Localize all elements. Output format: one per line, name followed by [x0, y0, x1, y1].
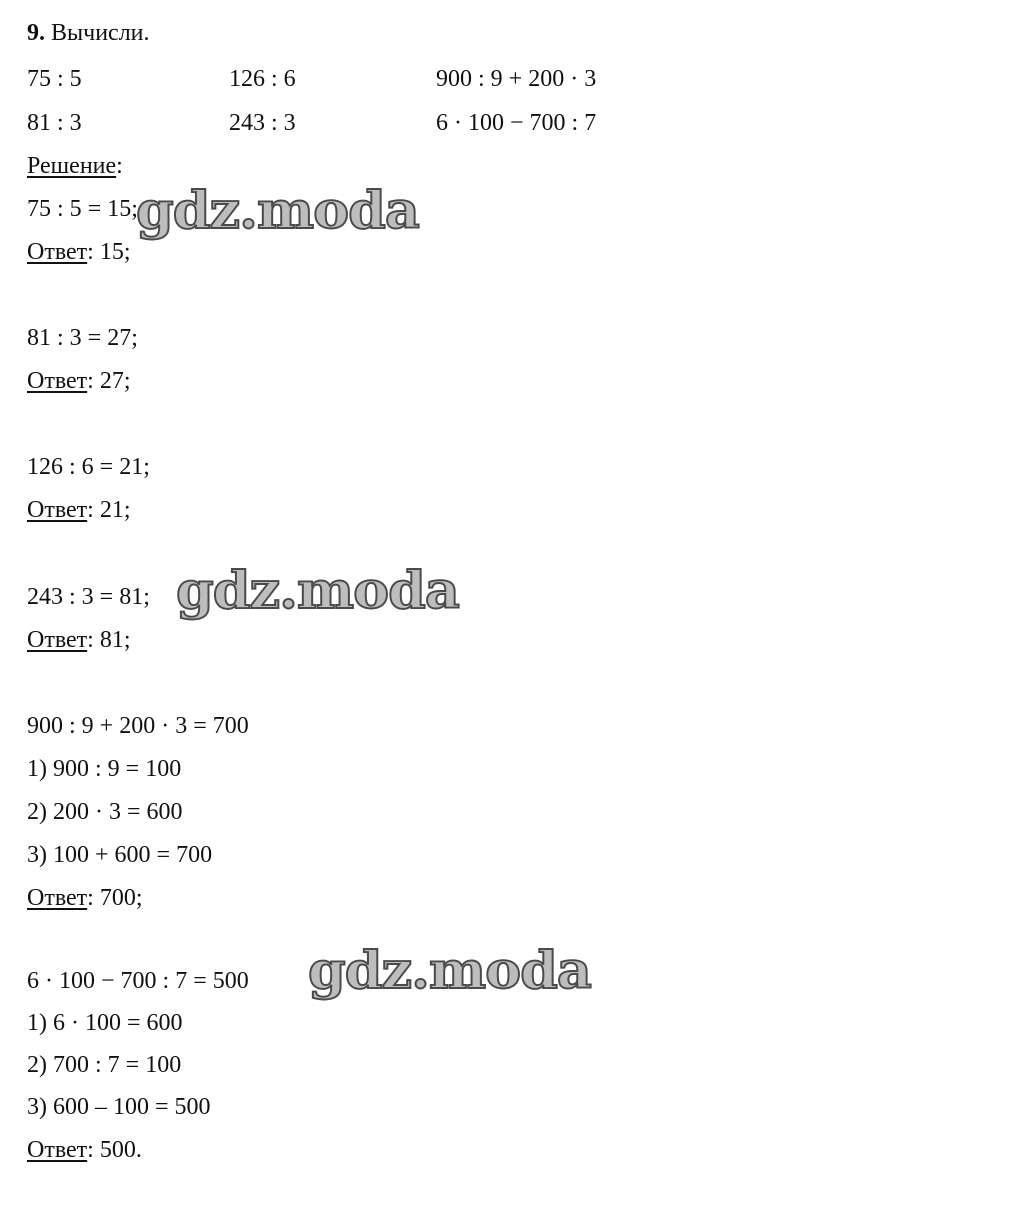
solution-4-expression: 243 : 3 = 81;: [27, 584, 150, 610]
answer-value: : 700;: [87, 885, 143, 911]
exercise-2: 81 : 3: [27, 110, 82, 136]
solution-2-answer: [27, 366, 131, 396]
solution-3-answer: [27, 495, 131, 525]
solution-6-step-3: 3) 600 – 100 = 500: [27, 1094, 211, 1120]
answer-label: Ответ: [27, 497, 88, 523]
answer-label: Ответ: [27, 627, 88, 653]
task-number: 9.: [27, 20, 45, 46]
watermark-logo: gdz.moda: [308, 939, 591, 1001]
solution-3-expression: 126 : 6 = 21;: [27, 454, 150, 480]
solution-heading: Решение:: [27, 153, 123, 179]
answer-label: Ответ: [27, 239, 88, 265]
watermark-logo: gdz.moda: [176, 559, 459, 621]
solution-5-expression: 900 : 9 + 200 · 3 = 700: [27, 713, 249, 739]
exercise-3: 126 : 6: [229, 66, 296, 92]
answer-label: Ответ: [27, 1137, 88, 1163]
answer-label: Ответ: [27, 368, 88, 394]
solution-2-expression: 81 : 3 = 27;: [27, 325, 138, 351]
solution-5-step-3: 3) 100 + 600 = 700: [27, 842, 213, 868]
answer-value: : 21;: [87, 497, 131, 523]
exercise-4: 243 : 3: [229, 110, 296, 136]
exercise-6: 6 · 100 − 700 : 7: [436, 110, 597, 136]
exercise-1: 75 : 5: [27, 66, 82, 92]
solution-4-answer: [27, 625, 131, 655]
answer-value: : 500.: [87, 1137, 142, 1163]
solution-label: Решение: [27, 153, 117, 179]
solution-5-step-1: 1) 900 : 9 = 100: [27, 756, 182, 782]
solution-5-answer: [27, 883, 143, 913]
solution-1-answer: [27, 237, 131, 267]
answer-value: : 15;: [87, 239, 131, 265]
solution-6-step-2: 2) 700 : 7 = 100: [27, 1052, 182, 1078]
solution-6-expression: 6 · 100 − 700 : 7 = 500: [27, 968, 249, 994]
solution-1-expression: 75 : 5 = 15;: [27, 196, 138, 222]
task-header: [27, 18, 150, 48]
watermark-logo: gdz.moda: [136, 179, 419, 241]
answer-value: : 81;: [87, 627, 131, 653]
solution-5-step-2: 2) 200 · 3 = 600: [27, 799, 183, 825]
task-title: Вычисли.: [51, 20, 150, 46]
solution-6-step-1: 1) 6 · 100 = 600: [27, 1010, 183, 1036]
solution-6-answer: [27, 1135, 142, 1165]
exercise-5: 900 : 9 + 200 · 3: [436, 66, 597, 92]
answer-label: Ответ: [27, 885, 88, 911]
answer-value: : 27;: [87, 368, 131, 394]
